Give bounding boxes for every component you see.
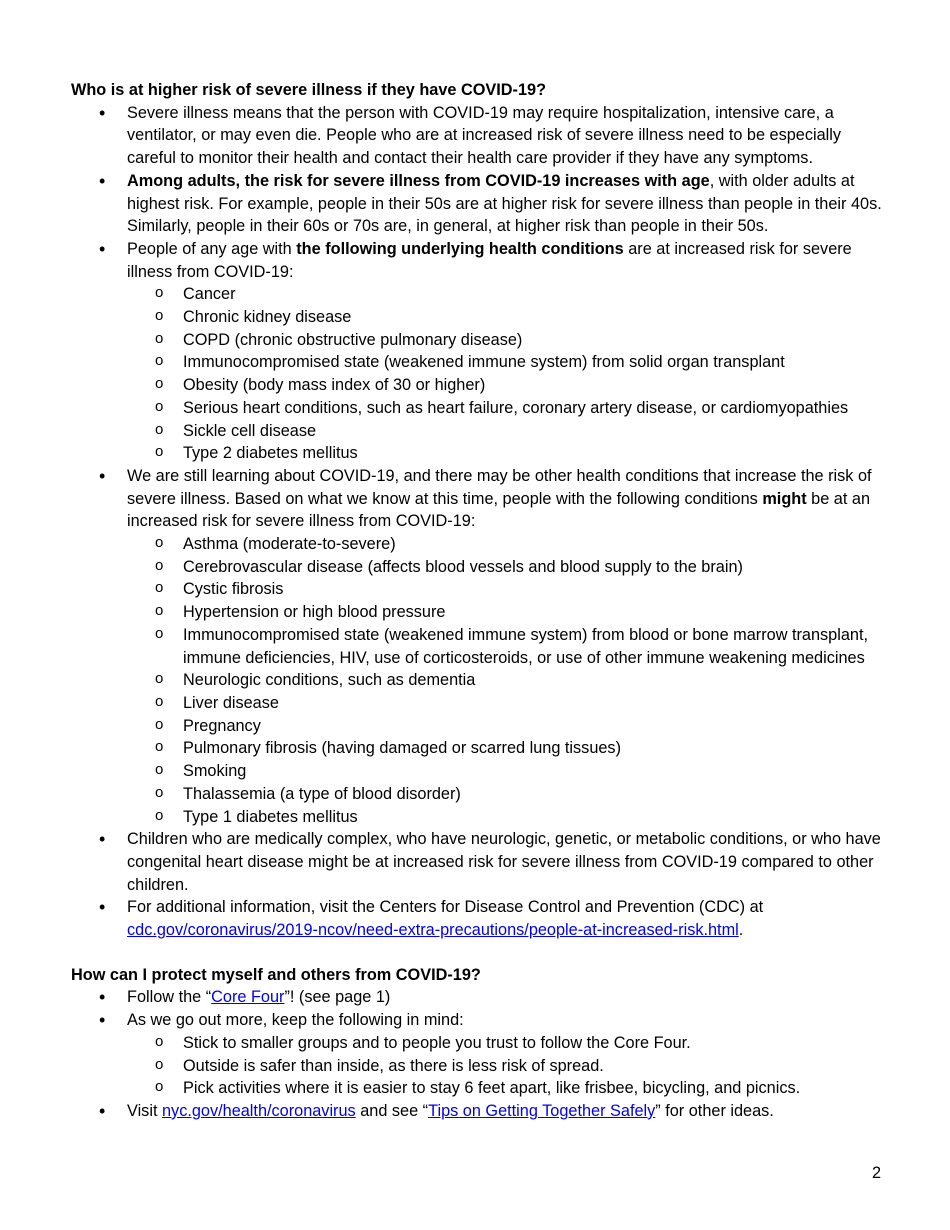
list-item: o Smoking [127, 760, 883, 783]
list-item [71, 1100, 883, 1123]
list-item: o Liver disease [127, 692, 883, 715]
bullet-text: We are still learning about COVID-19, and there may be other health conditions that increase the risk of severe illness. Based on what we know at this time, people with the following conditions [127, 466, 872, 508]
bullet-text: Severe illness means that the person with COVID-19 may require hospitalization, intensive care, a ventilator, or may even die. People who are at increased risk of severe illness need to be especially careful to monitor their health and contact their health care provider if they have any symptoms. [127, 103, 842, 168]
list-item [71, 828, 883, 896]
list-item: o Asthma (moderate-to-severe) [127, 533, 883, 556]
list-item: o Obesity (body mass index of 30 or higher) [127, 374, 883, 397]
nyc-health-link[interactable]: nyc.gov/health/coronavirus [162, 1101, 356, 1120]
list-item [71, 896, 883, 941]
bullet-text: Visit [127, 1101, 162, 1120]
list-item: o COPD (chronic obstructive pulmonary disease) [127, 329, 883, 352]
list-item: o Type 2 diabetes mellitus [127, 442, 883, 465]
section-heading-protect: How can I protect myself and others from COVID-19? [71, 965, 481, 984]
list-item [71, 102, 883, 170]
list-item [71, 465, 883, 828]
bullet-text: be at an increased risk for severe illness from COVID-19: [127, 489, 870, 531]
bullet-text: People of any age with [127, 239, 297, 258]
list-item: o Cancer [127, 283, 883, 306]
list-item: o Immunocompromised state (weakened immune system) from solid organ transplant [127, 351, 883, 374]
list-item: o Outside is safer than inside, as there is less risk of spread. [127, 1055, 883, 1078]
bullet-text: As we go out more, keep the following in mind: [127, 1011, 464, 1030]
bullet-text: . [738, 921, 744, 940]
possible-conditions-list [127, 533, 883, 828]
list-item: o Immunocompromised state (weakened immune system) from blood or bone marrow transplant, immune deficiencies, HIV, use of corticosteroids, or use of other immune weakening medicines [127, 624, 883, 669]
list-item: o Chronic kidney disease [127, 306, 883, 329]
risk-bullet-list [71, 102, 883, 942]
bold-text: Among adults, the risk for severe illness from COVID-19 increases with age [127, 171, 710, 190]
list-item: o Cystic fibrosis [127, 578, 883, 601]
tips-getting-together-link[interactable]: Tips on Getting Together Safely [428, 1101, 656, 1120]
list-item: o Thalassemia (a type of blood disorder) [127, 783, 883, 806]
list-item: o Pulmonary fibrosis (having damaged or scarred lung tissues) [127, 737, 883, 760]
bullet-text: ”! (see page 1) [284, 988, 391, 1007]
bullet-text: , with older adults at highest risk. For example, people in their 50s are at higher risk for severe illness than people in their 40s. Similarly, people in their 60s or 70s are, in general, at higher risk than people in their 50s. [127, 171, 882, 236]
cdc-link[interactable]: cdc.gov/coronavirus/2019-ncov/need-extra-precautions/people-at-increased-risk.html [127, 921, 739, 940]
bullet-text: Children who are medically complex, who have neurologic, genetic, or metabolic conditions, or who have congenital heart disease might be at increased risk for severe illness from COVID-19 compared to other children. [127, 830, 881, 894]
list-item [71, 238, 883, 465]
list-item [71, 1009, 883, 1100]
list-item: o Neurologic conditions, such as dementia [127, 669, 883, 692]
page-number: 2 [871, 1164, 881, 1182]
section-heading-risk: Who is at higher risk of severe illness if they have COVID-19? [71, 81, 547, 99]
bold-text: the following underlying health conditions [296, 239, 624, 258]
list-item: o Type 1 diabetes mellitus [127, 806, 883, 829]
list-item: o Pregnancy [127, 715, 883, 738]
list-item [71, 986, 883, 1009]
core-four-link[interactable]: Core Four [211, 988, 285, 1007]
list-item: o Hypertension or high blood pressure [127, 601, 883, 624]
list-item: o Pick activities where it is easier to stay 6 feet apart, like frisbee, bicycling, and picnics. [127, 1077, 883, 1100]
document-page [71, 79, 883, 1123]
going-out-tips-list [127, 1032, 883, 1100]
bullet-text: For additional information, visit the Centers for Disease Control and Prevention (CDC) at [127, 898, 764, 917]
list-item: o Serious heart conditions, such as heart failure, coronary artery disease, or cardiomyopathies [127, 397, 883, 420]
underlying-conditions-list [127, 283, 883, 465]
list-item [71, 170, 883, 238]
protect-bullet-list [71, 986, 883, 1122]
bullet-text: and see “ [355, 1101, 429, 1120]
list-item: o Stick to smaller groups and to people you trust to follow the Core Four. [127, 1032, 883, 1055]
bullet-text: ” for other ideas. [655, 1101, 774, 1120]
bold-text: might [762, 489, 807, 508]
list-item: o Cerebrovascular disease (affects blood vessels and blood supply to the brain) [127, 556, 883, 579]
list-item: o Sickle cell disease [127, 420, 883, 443]
bullet-text: are at increased risk for severe illness from COVID-19: [127, 239, 852, 281]
bullet-text: Follow the “ [127, 988, 212, 1007]
